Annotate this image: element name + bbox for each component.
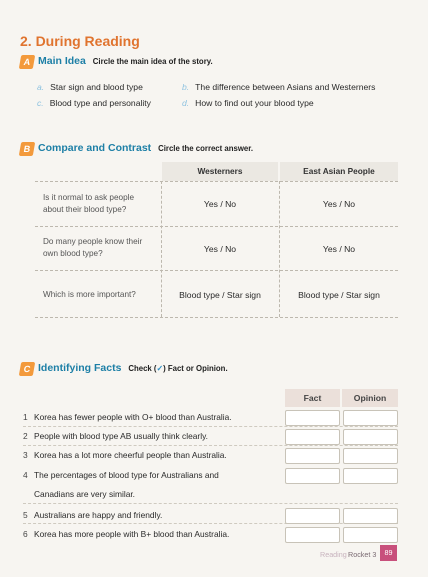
item-text: People with blood type AB usually think clearly.	[34, 431, 208, 441]
header-east-asian: East Asian People	[280, 162, 398, 181]
fact-item	[23, 431, 208, 441]
fact-item	[23, 412, 232, 422]
section-a-badge: A	[19, 55, 35, 69]
fact-checkbox[interactable]	[285, 410, 340, 426]
main-idea-option-b[interactable]	[182, 82, 375, 92]
fact-checkbox[interactable]	[285, 468, 340, 484]
main-idea-option-d[interactable]	[182, 98, 314, 108]
header-fact: Fact	[285, 389, 340, 407]
opinion-checkbox[interactable]	[343, 468, 398, 484]
section-title: 2. During Reading	[20, 33, 140, 49]
option-letter: a.	[37, 82, 45, 92]
main-idea-title: Main Idea	[38, 55, 86, 67]
main-idea-option-c[interactable]	[37, 98, 151, 108]
instruction-text: Check (	[128, 364, 157, 373]
row-divider	[35, 317, 398, 318]
opinion-checkbox[interactable]	[343, 410, 398, 426]
compare-answer-east[interactable]: Yes / No	[322, 199, 356, 209]
item-text: Korea has more people with B+ blood than Australia.	[34, 529, 230, 539]
option-text: Star sign and blood type	[50, 82, 143, 92]
item-number: 3	[23, 450, 28, 460]
fact-item	[23, 529, 229, 539]
item-text: Korea has a lot more cheerful people than Australia.	[34, 450, 227, 460]
compare-answer-east[interactable]: Yes / No	[322, 244, 356, 254]
fact-checkbox[interactable]	[285, 508, 340, 524]
option-letter: b.	[182, 82, 190, 92]
item-text: Korea has fewer people with O+ blood than Australia.	[34, 412, 232, 422]
main-idea-heading	[38, 55, 213, 67]
facts-instruction	[128, 364, 227, 373]
opinion-checkbox[interactable]	[343, 508, 398, 524]
fact-item	[23, 450, 227, 460]
compare-answer-westerners[interactable]: Yes / No	[203, 199, 237, 209]
facts-title: Identifying Facts	[38, 362, 122, 374]
footer-book: Rocket 3	[348, 550, 377, 559]
main-idea-instruction: Circle the main idea of the story.	[92, 57, 213, 66]
compare-answer-westerners[interactable]: Yes / No	[203, 244, 237, 254]
header-opinion: Opinion	[342, 389, 398, 407]
item-text: Canadians are very similar.	[34, 489, 136, 499]
row-divider	[35, 181, 398, 182]
compare-question: Is it normal to ask people about their blood type?	[43, 193, 135, 214]
row-divider	[23, 523, 398, 524]
compare-heading	[38, 142, 253, 154]
compare-instruction: Circle the correct answer.	[158, 144, 254, 153]
fact-item-continued	[23, 489, 135, 499]
row-divider	[23, 445, 398, 446]
item-number: 2	[23, 431, 28, 441]
fact-item	[23, 470, 219, 480]
fact-checkbox[interactable]	[285, 429, 340, 445]
opinion-checkbox[interactable]	[343, 527, 398, 543]
compare-question: Do many people know their own blood type?	[43, 237, 143, 258]
main-idea-option-a[interactable]	[37, 82, 143, 92]
footer-series: Reading	[320, 550, 347, 559]
item-number: 4	[23, 470, 28, 480]
option-text: The difference between Asians and Westerners	[195, 82, 376, 92]
option-letter: d.	[182, 98, 190, 108]
compare-question: Which is more important?	[43, 290, 136, 299]
instruction-text: ) Fact or Opinion.	[163, 364, 228, 373]
fact-checkbox[interactable]	[285, 448, 340, 464]
option-text: Blood type and personality	[49, 98, 151, 108]
facts-heading	[38, 362, 228, 374]
opinion-checkbox[interactable]	[343, 429, 398, 445]
item-text: Australians are happy and friendly.	[34, 510, 163, 520]
option-letter: c.	[37, 98, 44, 108]
opinion-checkbox[interactable]	[343, 448, 398, 464]
item-number: 6	[23, 529, 28, 539]
row-divider	[23, 426, 398, 427]
compare-answer-westerners[interactable]: Blood type / Star sign	[179, 290, 261, 300]
check-icon: ✓	[156, 364, 164, 373]
row-divider	[35, 270, 398, 271]
compare-title: Compare and Contrast	[38, 142, 152, 154]
item-number: 1	[23, 412, 28, 422]
item-text: The percentages of blood type for Australians and	[34, 470, 219, 480]
fact-checkbox[interactable]	[285, 527, 340, 543]
option-text: How to find out your blood type	[195, 98, 314, 108]
section-b-badge: B	[19, 142, 35, 156]
compare-answer-east[interactable]: Blood type / Star sign	[298, 290, 380, 300]
fact-item	[23, 510, 162, 520]
header-westerners: Westerners	[162, 162, 278, 181]
page-number: 89	[380, 545, 397, 561]
item-number: 5	[23, 510, 28, 520]
section-c-badge: C	[19, 362, 35, 376]
row-divider	[35, 226, 398, 227]
row-divider	[23, 503, 398, 504]
